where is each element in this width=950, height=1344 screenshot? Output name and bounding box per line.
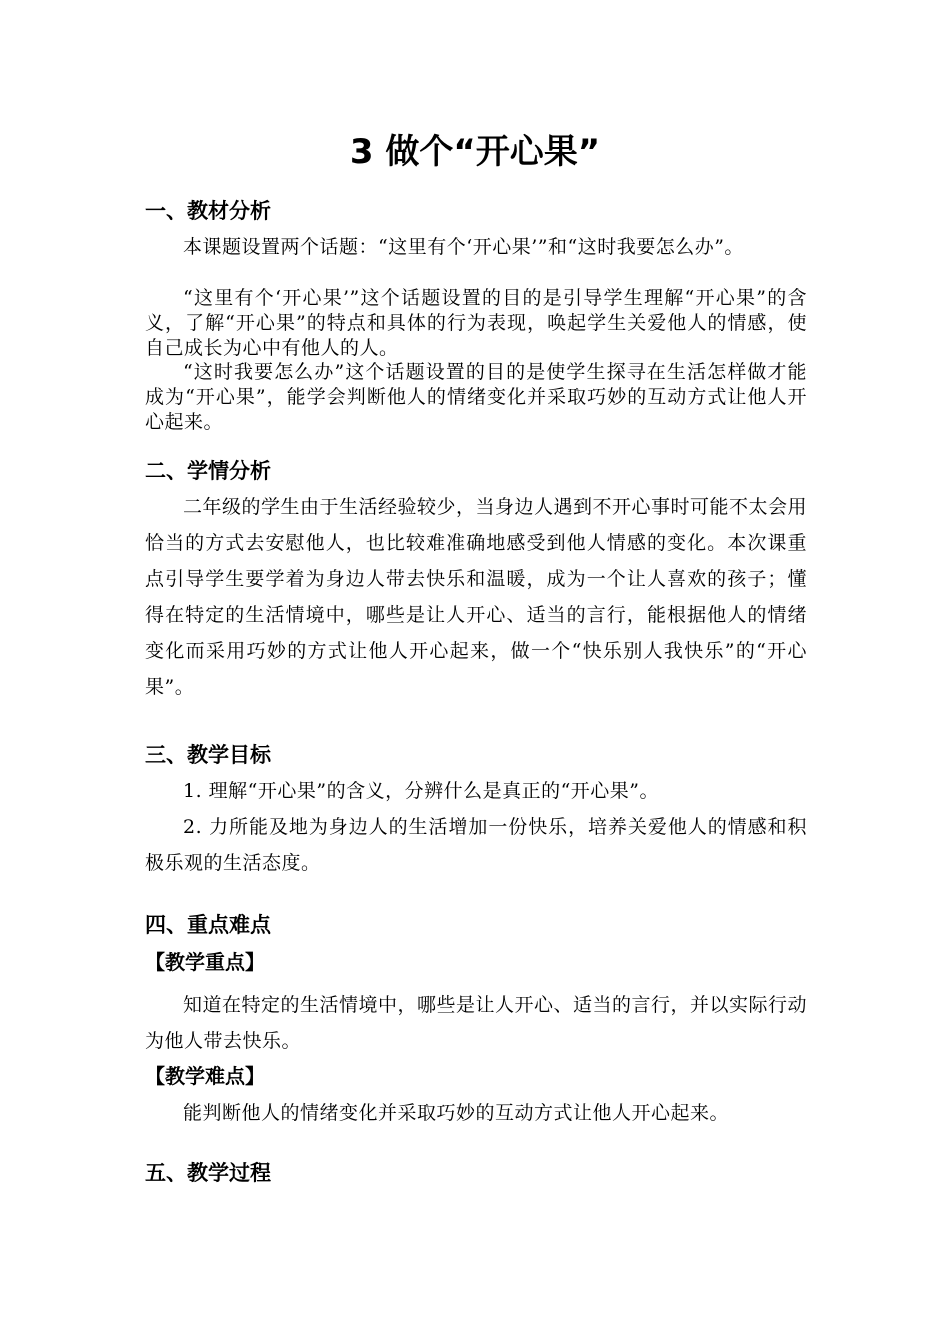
section-heading-textbook-analysis: 一、教材分析 xyxy=(145,199,271,223)
page-title: 3 做个“开心果” xyxy=(349,132,601,172)
goal-item: 1. 理解“开心果”的含义，分辨什么是真正的“开心果”。 xyxy=(183,780,660,802)
paragraph: 本课题设置两个话题：“这里有个‘开心果’”和“这时我要怎么办”。 xyxy=(183,236,744,258)
paragraph: 二年级的学生由于生活经验较少，当身边人遇到不开心事时可能不太会用恰当的方式去安慰他人，也比较难准确地感受到他人情感的变化。本次课重点引导学生要学着为身边人带去快乐和温暖，成为一个让人喜欢的孩子；懂得在特定的生活情境中，哪些是让人开心、适当的言行，能根据他人的情绪变化而采用巧妙的方式让他人开心起来，做一个“快乐别人我快乐”的“开心果”。 xyxy=(145,496,808,698)
paragraph: 能判断他人的情绪变化并采取巧妙的互动方式让他人开心起来。 xyxy=(183,1102,730,1124)
difficulty-label: 【教学难点】 xyxy=(145,1064,265,1088)
goal-item: 2. 力所能及地为身边人的生活增加一份快乐，培养关爱他人的情感和积极乐观的生活态度。 xyxy=(145,816,807,874)
paragraph: 知道在特定的生活情境中，哪些是让人开心、适当的言行，并以实际行动为他人带去快乐。 xyxy=(145,994,808,1052)
paragraph: “这时我要怎么办”这个话题设置的目的是使学生探寻在生活怎样做才能成为“开心果”，能学会判断他人的情绪变化并采取巧妙的互动方式让他人开心起来。 xyxy=(145,361,807,433)
section-heading-teaching-goals: 三、教学目标 xyxy=(145,743,271,767)
section-heading-student-analysis: 二、学情分析 xyxy=(145,459,271,483)
section-heading-teaching-process: 五、教学过程 xyxy=(145,1161,271,1185)
paragraph: “这里有个‘开心果’”这个话题设置的目的是引导学生理解“开心果”的含义，了解“开心果”的特点和具体的行为表现，唤起学生关爱他人的情感，使自己成长为心中有他人的人。 xyxy=(145,287,807,359)
section-heading-key-points: 四、重点难点 xyxy=(145,913,271,937)
key-point-label: 【教学重点】 xyxy=(145,950,265,974)
